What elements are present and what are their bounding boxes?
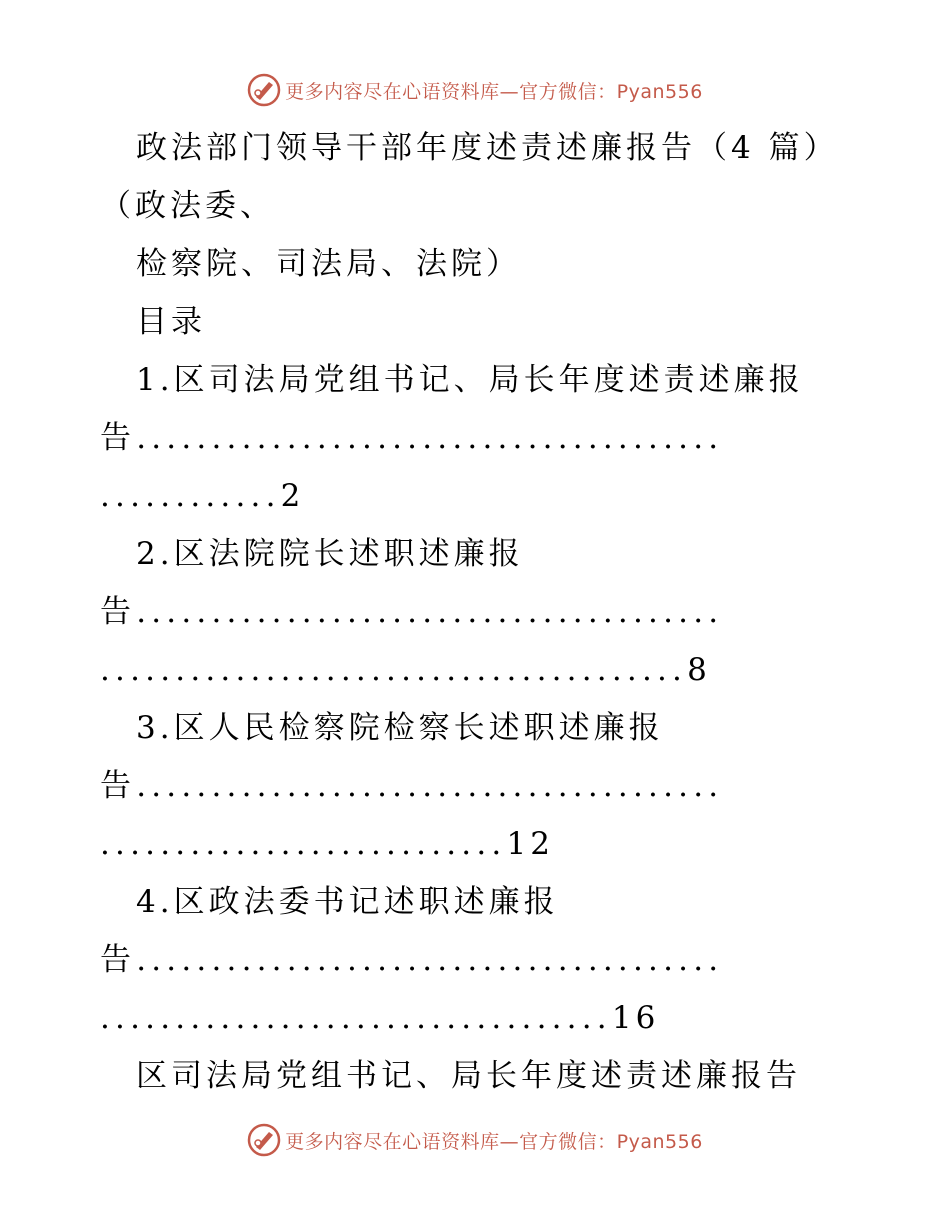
toc-entry-3-leader-row [100, 824, 860, 864]
toc-entry-3-continuation: 告....................................... [100, 768, 724, 804]
document-title-line-1: 政法部门领导干部年度述责述廉报告（4 篇） [136, 130, 839, 166]
toc-entry-4-leader: .................................. [100, 1000, 612, 1036]
toc-entry-2-page: 8 [687, 652, 711, 688]
toc-entry-3-label: 3.区人民检察院检察长述职述廉报 [136, 710, 664, 746]
toc-entry-3-leader: ........................... [100, 826, 507, 862]
watermark-text: 更多内容尽在心语资料库—官方微信：Pyan556 [285, 1130, 703, 1153]
toc-heading: 目录 [136, 304, 206, 340]
toc-entry-2-leader: ....................................... [100, 652, 688, 688]
toc-entry-4-page: 16 [611, 1000, 660, 1036]
toc-entry-4-label: 4.区政法委书记述职述廉报 [136, 884, 559, 920]
toc-entry-2-continuation: 告....................................... [100, 594, 724, 630]
document-title-line-3: 检察院、司法局、法院） [136, 246, 521, 282]
footer-watermark [0, 1120, 950, 1160]
toc-entry-1-leader-row [100, 476, 860, 516]
toc-entry-4-leader-row [100, 998, 860, 1038]
toc-entry-3-page: 12 [506, 826, 554, 862]
document-title-line-2: （政法委、 [100, 188, 275, 224]
toc-entry-1-page: 2 [280, 478, 305, 514]
toc-entry-4-continuation: 告....................................... [100, 942, 724, 978]
toc-entry-1-label: 1.区司法局党组书记、局长年度述责述廉报 [136, 362, 804, 398]
toc-entry-2-leader-row [100, 650, 860, 690]
toc-entry-2-label: 2.区法院院长述职述廉报 [136, 536, 524, 572]
pen-logo-icon [247, 73, 281, 107]
toc-entry-1-leader: ............ [100, 478, 281, 514]
section-heading: 区司法局党组书记、局长年度述责述廉报告 [136, 1058, 801, 1094]
pen-logo-icon [247, 1123, 281, 1157]
toc-entry-1-continuation: 告....................................... [100, 420, 724, 456]
header-watermark [0, 70, 950, 110]
watermark-text: 更多内容尽在心语资料库—官方微信：Pyan556 [285, 80, 703, 103]
